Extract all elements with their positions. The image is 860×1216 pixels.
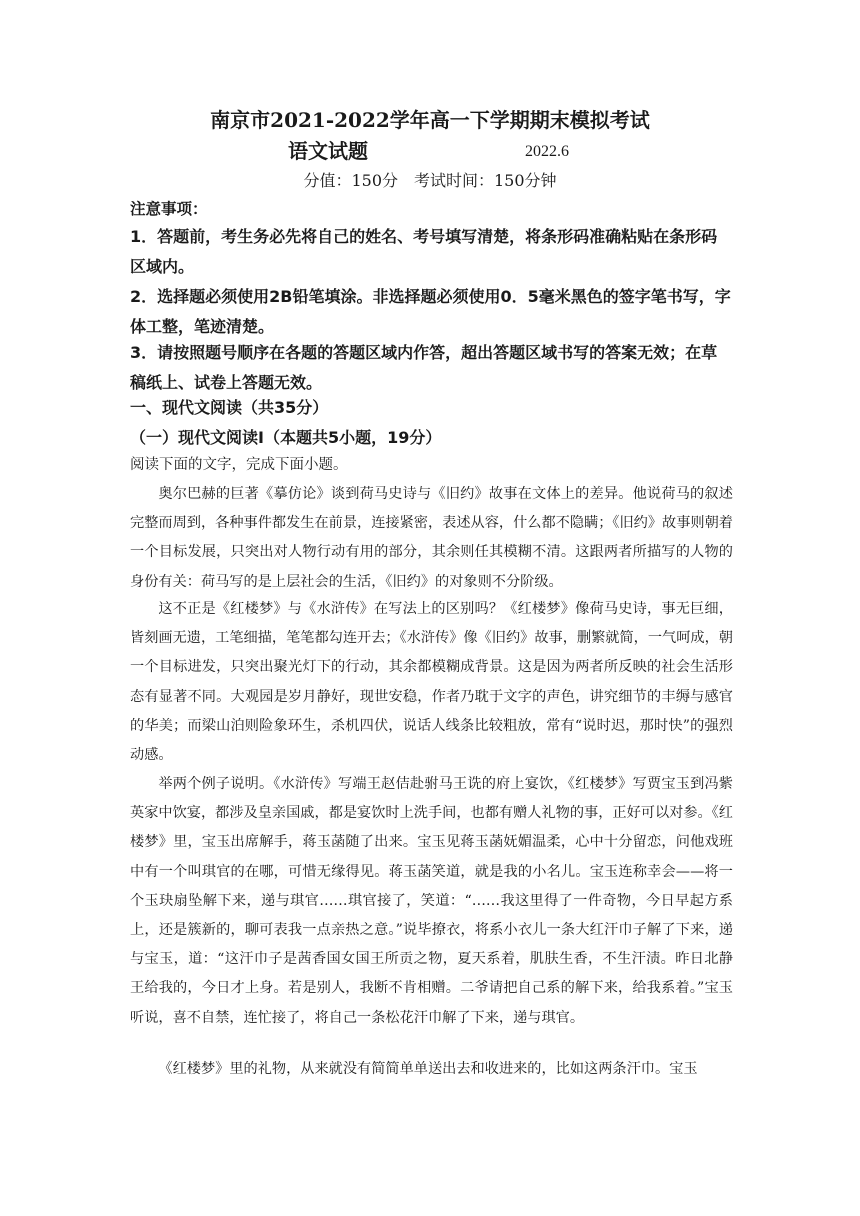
- notice-heading: 注意事项：: [130, 200, 208, 218]
- score-time-line: 分值：150分 考试时间：150分钟: [303, 171, 557, 190]
- section-title: 一、现代文阅读（共35分）: [130, 398, 329, 417]
- notice-item-3: 3．请按照题号顺序在各题的答题区域内作答，超出答题区域书写的答案无效；在草稿纸上、试卷上答题无效。: [130, 343, 718, 392]
- notice-item-1: 1．答题前，考生务必先将自己的姓名、考号填写清楚，将条形码准确粘贴在条形码区域内。: [130, 227, 718, 276]
- exam-title: 南京市2021-2022学年高一下学期期末模拟考试: [210, 108, 650, 132]
- exam-date: 2022.6: [525, 143, 569, 160]
- passage-paragraph-1: 奥尔巴赫的巨著《摹仿论》谈到荷马史诗与《旧约》故事在文体上的差异。他说荷马的叙述完整而周到，各种事件都发生在前景，连接紧密，表述从容，什么都不隐瞒；《旧约》故事则朝着一个目标发展，只突出对人物行动有用的部分，其余则任其模糊不清。这跟两者所描写的人物的身份有关：荷马写的是上层社会的生活，《旧约》的对象则不分阶级。: [130, 486, 733, 590]
- passage-paragraph-4: 《红楼梦》里的礼物，从来就没有简简单单送出去和收进来的，比如这两条汗巾。宝玉: [158, 1061, 698, 1077]
- reading-instruction: 阅读下面的文字，完成下面小题。: [130, 457, 348, 473]
- passage-paragraph-2: 这不正是《红楼梦》与《水浒传》在写法上的区别吗？《红楼梦》像荷马史诗，事无巨细，皆刻画无遗，工笔细描，笔笔都勾连开去；《水浒传》像《旧约》故事，删繁就简，一气呵成，朝一个目标进发，只突出聚光灯下的行动，其余都模糊成背景。这是因为两者所反映的社会生活形态有显著不同。大观园是岁月静好，现世安稳，作者乃耽于文字的声色，讲究细节的丰缛与感官的华美；而梁山泊则险象环生，杀机四伏，说话人线条比较粗放，常有“说时迟，那时快”的强烈动感。: [130, 601, 733, 764]
- notice-item-2: 2．选择题必须使用2B铅笔填涂。非选择题必须使用0．5毫米黑色的签字笔书写，字体工整，笔迹清楚。: [130, 287, 731, 336]
- passage-paragraph-3: 举两个例子说明。《水浒传》写端王赵佶赴驸马王诜的府上宴饮，《红楼梦》写贾宝玉到冯紫英家中饮宴，都涉及皇亲国戚，都是宴饮时上洗手间，也都有赠人礼物的事，正好可以对参。《红楼梦》里，宝玉出席解手，蒋玉菡随了出来。宝玉见蒋玉菡妩媚温柔，心中十分留恋，问他戏班中有一个叫琪官的在哪，可惜无缘得见。蒋玉菡笑道，就是我的小名儿。宝玉连称幸会——将一个玉玦扇坠解下来，递与琪官……琪官接了，笑道：“……我这里得了一件奇物，今日早起方系上，还是簇新的，聊可表我一点亲热之意。”说毕撩衣，将系小衣儿一条大红汗巾子解了下来，递与宝玉，道：“这汗巾子是茜香国女国王所贡之物，夏天系着，肌肤生香，不生汗渍。昨日北静王给我的，今日才上身。若是别人，我断不肯相赠。二爷请把自己系的解下来，给我系着。”宝玉听说，喜不自禁，连忙接了，将自己一条松花汗巾解了下来，递与琪官。: [130, 776, 733, 1026]
- subsection-title: （一）现代文阅读Ⅰ（本题共5小题，19分）: [130, 428, 442, 447]
- exam-subject: 语文试题: [288, 139, 368, 163]
